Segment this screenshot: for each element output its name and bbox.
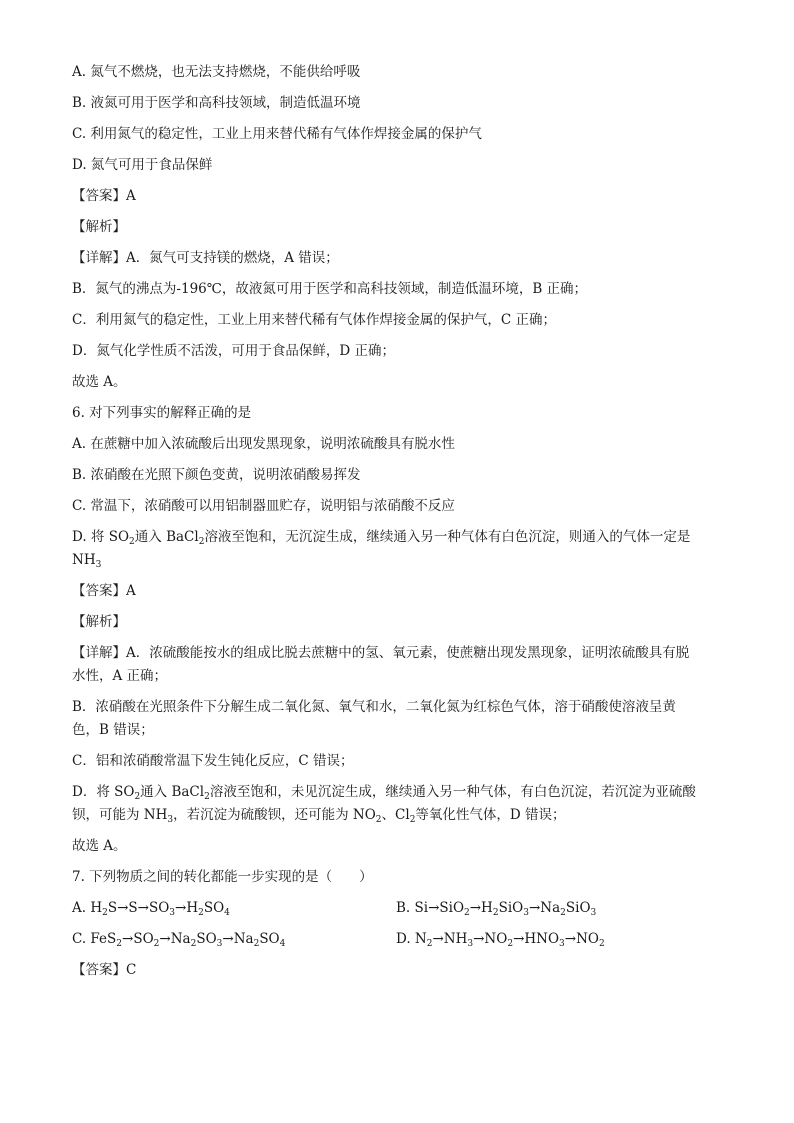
q6-detail-b: B．浓硝酸在光照条件下分解生成二氧化氮、氧气和水，二氧化氮为红棕色气体，溶于硝酸使溶液呈黄	[72, 699, 676, 715]
q6-conclusion: 故选 A。	[72, 838, 127, 854]
q5-detail-a: 【详解】A．氮气可支持镁的燃烧，A 错误；	[72, 250, 339, 266]
q7-option-a: A. $H_2S\to S\to SO_3\to H_2SO_4$	[72, 900, 230, 918]
q6-option-c: C. 常温下，浓硝酸可以用铝制器皿贮存，说明铝与浓硝酸不反应	[72, 498, 455, 514]
q6-detail-d-cont: 钡，可能为 $NH_3$，若沉淀为硫酸钡，还可能为 $NO_2$、$Cl_2$等氧化性气体，D 错误；	[72, 807, 566, 825]
q6-detail-a-cont: 水性，A 正确；	[72, 668, 168, 684]
q5-analysis-label: 【解析】	[72, 219, 126, 235]
q7-option-c: C. $FeS_2\to SO_2\to Na_2SO_3\to Na_2SO_4$	[72, 931, 286, 949]
q5-answer: 【答案】A	[72, 188, 136, 204]
q6-answer: 【答案】A	[72, 583, 136, 599]
q5-detail-b: B．氮气的沸点为-196℃，故液氮可用于医学和高科技领域，制造低温环境，B 正确；	[72, 281, 588, 297]
q7-options-row-2	[72, 929, 724, 949]
q7-option-d: D. $N_2\to NH_3\to NO_2\to HNO_3\to NO_2$	[396, 931, 605, 949]
q6-detail-a: 【详解】A．浓硫酸能按水的组成比脱去蔗糖中的氢、氧元素，使蔗糖出现发黑现象，证明浓硫酸具有脱	[72, 645, 690, 661]
q6-detail-c: C．铝和浓硝酸常温下发生钝化反应，C 错误；	[72, 753, 354, 769]
q7-option-b: B. $Si\to SiO_2\to H_2SiO_3\to Na_2SiO_3$	[396, 900, 597, 918]
q5-detail-c: C．利用氮气的稳定性，工业上用来替代稀有气体作焊接金属的保护气，C 正确；	[72, 312, 556, 328]
q6-option-b: B. 浓硝酸在光照下颜色变黄，说明浓硝酸易挥发	[72, 467, 361, 483]
q5-detail-d: D．氮气化学性质不活泼，可用于食品保鲜，D 正确；	[72, 343, 395, 359]
q7-answer: 【答案】C	[72, 962, 137, 978]
q6-option-d-cont: $NH_3$	[72, 552, 102, 570]
q6-detail-b-cont: 色，B 错误；	[72, 722, 154, 738]
q7-stem: 7. 下列物质之间的转化都能一步实现的是（ ）	[72, 869, 373, 885]
q6-detail-d: D．将 $SO_2$通入 BaCl$_2$溶液至饱和，未见沉淀生成，继续通入另一种气体，有白色沉淀，若沉淀为亚硫酸	[72, 784, 696, 802]
q5-conclusion: 故选 A。	[72, 374, 127, 390]
q6-option-a: A. 在蔗糖中加入浓硫酸后出现发黑现象，说明浓硫酸具有脱水性	[72, 436, 455, 452]
q6-stem: 6. 对下列事实的解释正确的是	[72, 405, 252, 421]
q7-options-row-1	[72, 898, 724, 918]
q6-analysis-label: 【解析】	[72, 614, 126, 630]
q5-option-a: A. 氮气不燃烧，也无法支持燃烧，不能供给呼吸	[72, 64, 361, 80]
q6-option-d: D. 将 $SO_2$通入 BaCl$_2$溶液至饱和，无沉淀生成，继续通入另一种气体有白色沉淀，则通入的气体一定是	[72, 529, 691, 547]
q5-option-c: C. 利用氮气的稳定性，工业上用来替代稀有气体作焊接金属的保护气	[72, 126, 482, 142]
q5-option-d: D. 氮气可用于食品保鲜	[72, 157, 213, 173]
q5-option-b: B. 液氮可用于医学和高科技领域，制造低温环境	[72, 95, 361, 111]
